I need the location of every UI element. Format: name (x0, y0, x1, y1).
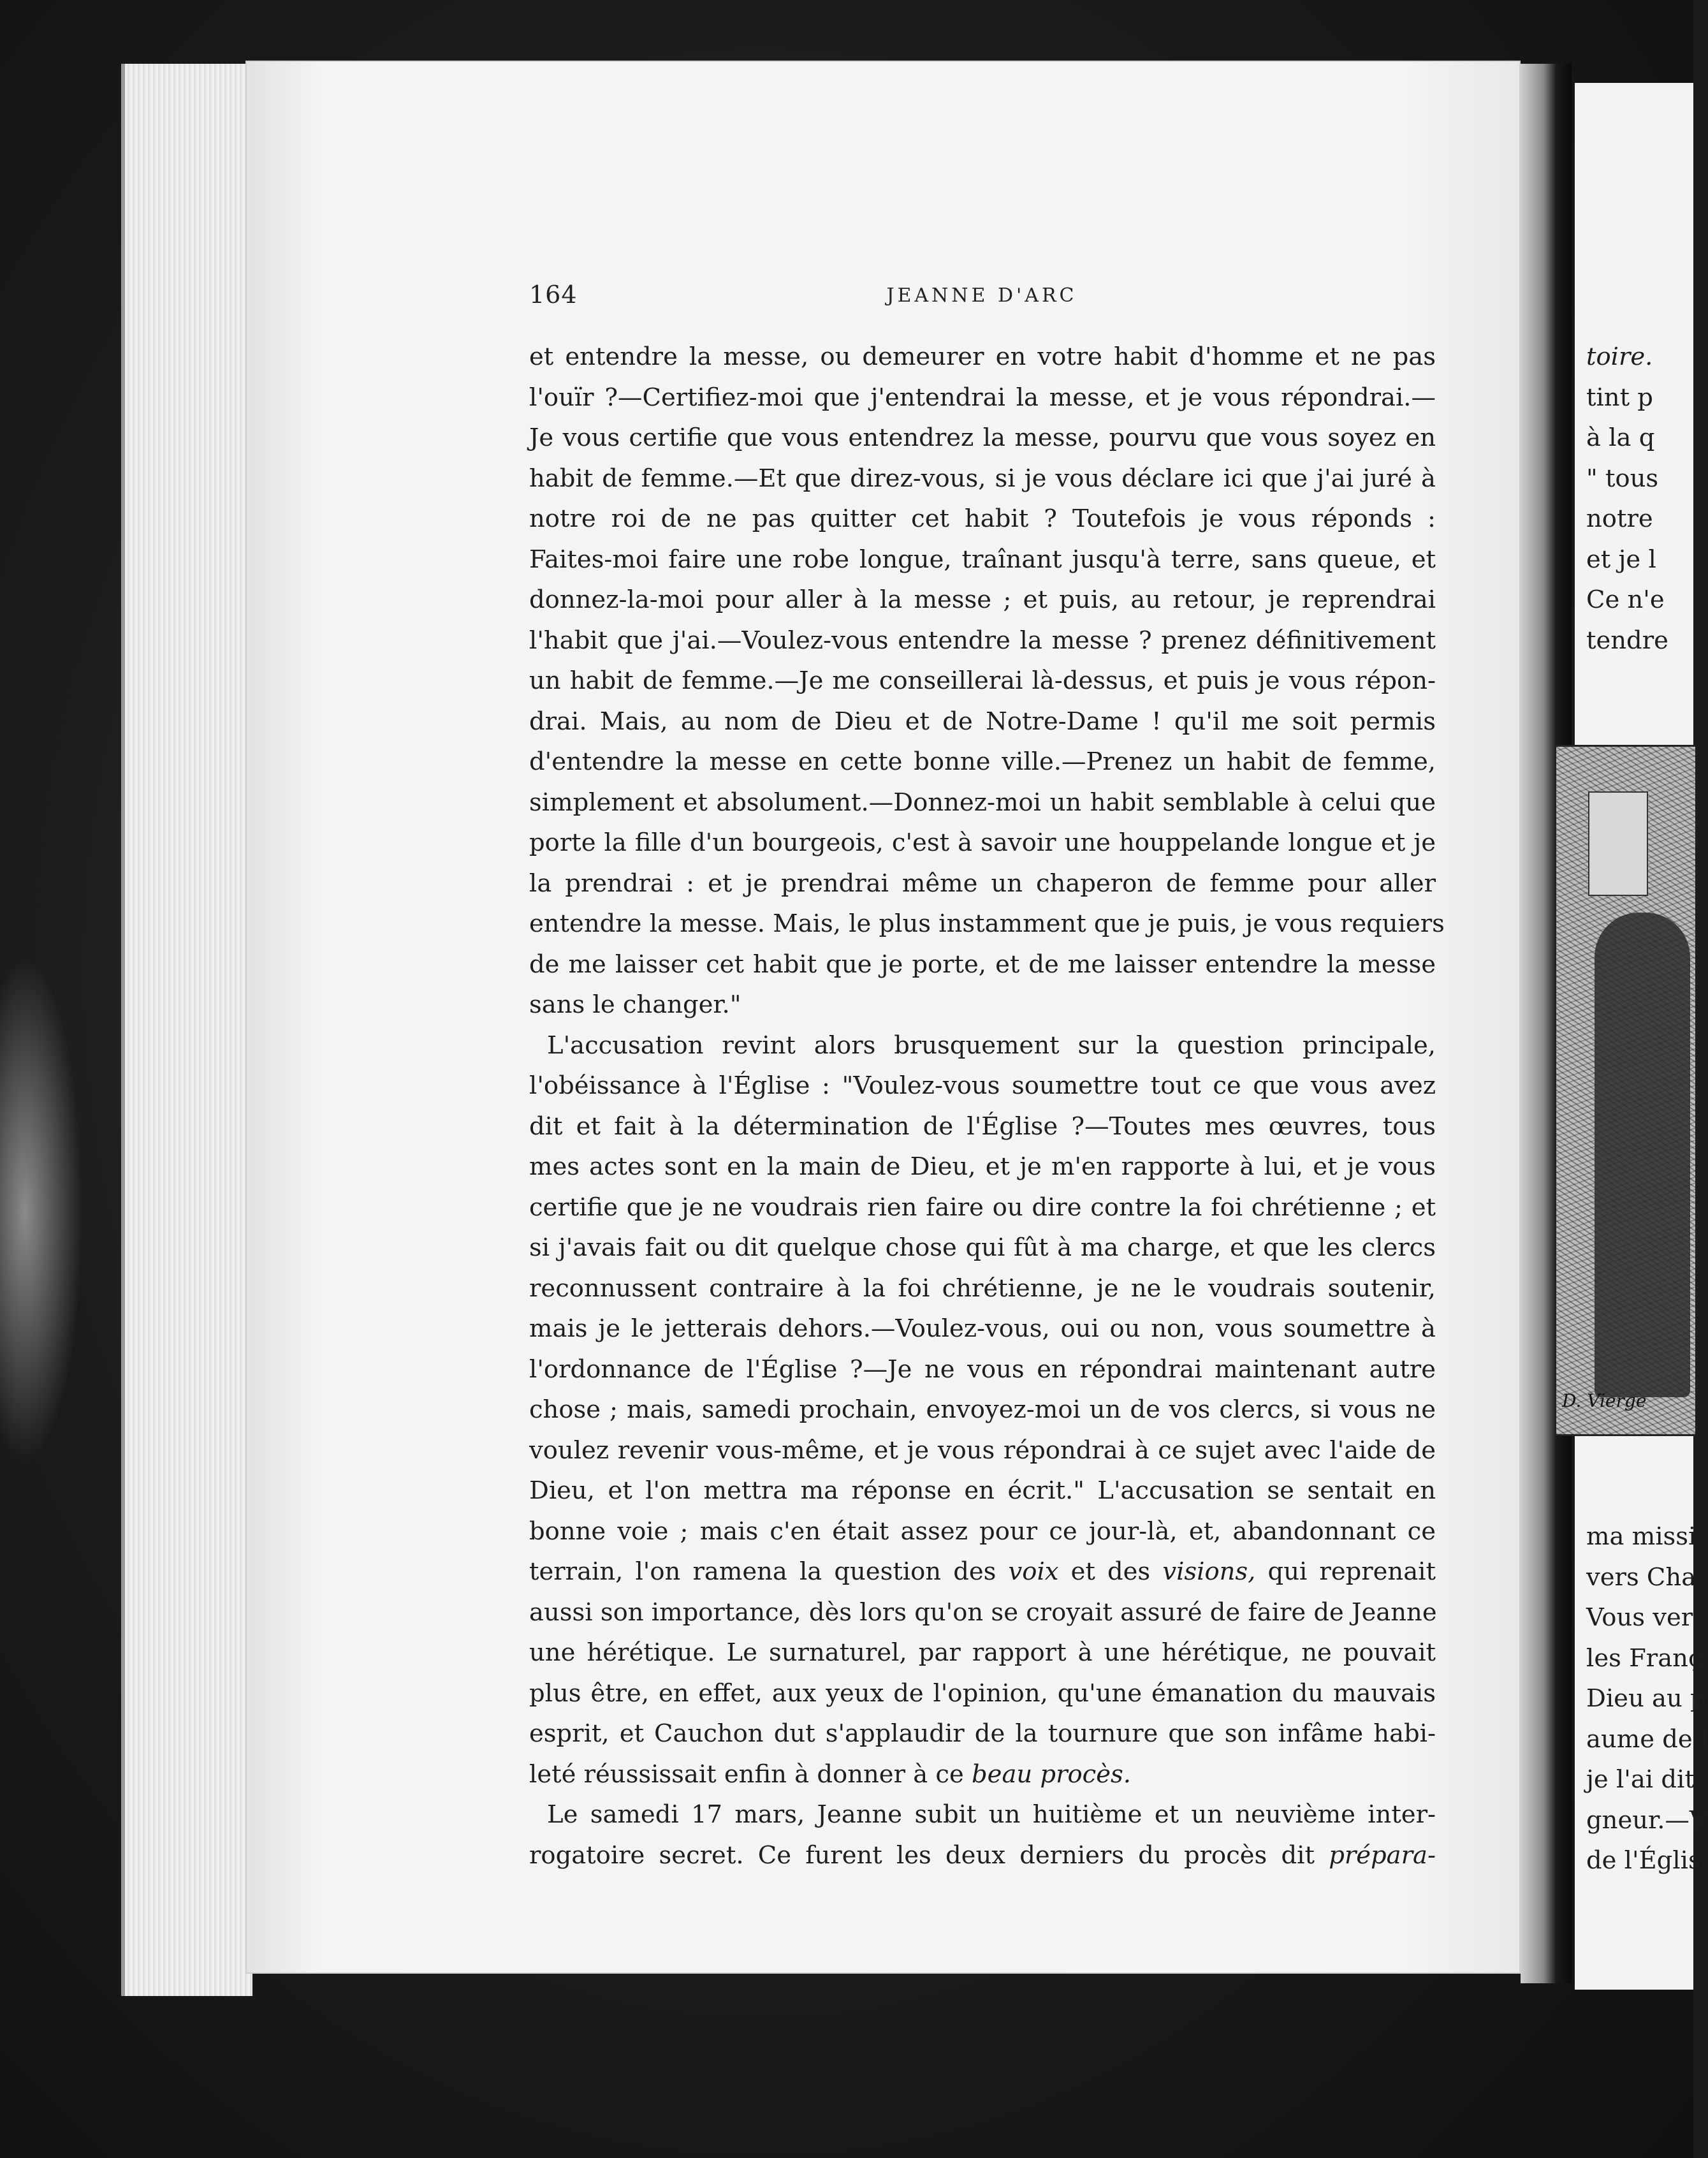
text-line: reconnussent contraire à la foi chrétienne, je ne le voudrais soutenir, (529, 1274, 1436, 1303)
text-line: si j'avais fait ou dit quelque chose qui fût à ma charge, et que les clercs (529, 1233, 1436, 1262)
text-line: esprit, et Cauchon dut s'applaudir de la tournure que son infâme habi- (529, 1719, 1436, 1748)
text-line: sans le changer." (529, 990, 741, 1019)
engraver-signature: D. Vierge (1562, 1390, 1647, 1411)
paragraph-start: Le samedi 17 mars, Jeanne subit un huitième et un neuvième inter- (547, 1800, 1436, 1829)
text-line: la prendrai : et je prendrai même un chaperon de femme pour aller (529, 869, 1436, 898)
text-line: donnez-la-moi pour aller à la messe ; et puis, au retour, je reprendrai (529, 585, 1436, 614)
text-line: plus être, en effet, aux yeux de l'opinion, qu'une émanation du mauvais (529, 1678, 1436, 1708)
text-line: l'habit que j'ai.—Voulez-vous entendre la messe ? prenez définitivement (529, 626, 1436, 655)
text-line: les Franç (1586, 1643, 1702, 1673)
page-number: 164 (529, 281, 578, 309)
text-line: aume de l (1586, 1724, 1708, 1754)
text-line: porte la fille d'un bourgeois, c'est à savoir une houppelande longue et je (529, 828, 1436, 857)
text-line: entendre la messe. Mais, le plus instamment que je puis, je vous requiers (529, 909, 1445, 938)
text-line-mixed (529, 1835, 1436, 1876)
text-line: Dieu, et l'on mettra ma réponse en écrit." L'accusation se sentait en (529, 1476, 1436, 1505)
text-line: Ce n'e (1586, 585, 1665, 614)
text-line: mes actes sont en la main de Dieu, et je m'en rapporte à lui, et je vous (529, 1152, 1436, 1181)
text-line: tint p (1586, 383, 1653, 412)
text-fragment: terrain, l'on ramena la question des (529, 1557, 996, 1586)
text-line: je l'ai dit (1586, 1765, 1695, 1794)
text-line: une hérétique. Le surnaturel, par rapport à une hérétique, ne pouvait (529, 1638, 1436, 1667)
text-line: notre roi de ne pas quitter cet habit ? Toutefois je vous réponds : (529, 504, 1436, 533)
text-line-mixed (529, 1552, 1436, 1592)
text-line: l'ordonnance de l'Église ?—Je ne vous en répondrai maintenant autre (529, 1354, 1436, 1384)
engraving-tower (1588, 791, 1648, 896)
running-title: JEANNE D'ARC (886, 284, 1077, 307)
italic-word: visions, (1162, 1557, 1256, 1586)
italic-word: prépara- (1329, 1840, 1436, 1870)
text-line: d'entendre la messe en cette bonne ville.—Prenez un habit de femme, (529, 747, 1436, 776)
text-line: habit de femme.—Et que direz-vous, si je vous déclare ici que j'ai juré à (529, 464, 1436, 493)
text-line: drai. Mais, au nom de Dieu et de Notre-Dame ! qu'il me soit permis (529, 707, 1436, 736)
text-line: de me laisser cet habit que je porte, et de me laisser entendre la messe (529, 950, 1436, 979)
text-line-mixed (529, 1754, 1436, 1795)
text-line: " tous (1586, 464, 1659, 493)
text-line: et je l (1586, 545, 1656, 574)
text-line: vers Cha (1586, 1562, 1697, 1592)
scan-stain (0, 957, 83, 1467)
italic-word: voix (1008, 1557, 1059, 1586)
text-line: gneur.—V (1586, 1805, 1707, 1835)
engraving-figure (1595, 913, 1690, 1397)
text-fragment: rogatoire secret. Ce furent les deux derniers du procès dit (529, 1840, 1315, 1870)
text-line: chose ; mais, samedi prochain, envoyez-moi un de vos clercs, si vous ne (529, 1395, 1436, 1424)
text-fragment: et des (1070, 1557, 1151, 1586)
text-line: à la q (1586, 423, 1655, 452)
text-fragment: leté réussissait enfin à donner à ce (529, 1759, 964, 1789)
text-line: Vous ver (1586, 1603, 1693, 1632)
text-line: notre (1586, 504, 1653, 533)
text-line: Dieu au p (1586, 1684, 1706, 1713)
italic-word: beau procès. (972, 1759, 1132, 1789)
text-line: et entendre la messe, ou demeurer en votre habit d'homme et ne pas (529, 342, 1436, 371)
text-line: Faites-moi faire une robe longue, traînant jusqu'à terre, sans queue, et (529, 545, 1436, 574)
text-fragment: qui reprenait (1267, 1557, 1436, 1586)
right-page-top-text (1586, 337, 1693, 661)
right-page-bottom-text (1586, 1516, 1708, 1881)
text-line: l'ouïr ?—Certifiez-moi que j'entendrai la messe, et je vous répondrai.— (529, 383, 1436, 412)
text-line: Je vous certifie que vous entendrez la messe, pourvu que vous soyez en (529, 423, 1436, 452)
text-line: ma missi (1586, 1522, 1697, 1551)
text-line: dit et fait à la détermination de l'Église ?—Toutes mes œuvres, tous (529, 1112, 1436, 1141)
text-line: aussi son importance, dès lors qu'on se croyait assuré de faire de Jeanne (529, 1597, 1437, 1627)
text-line: mais je le jetterais dehors.—Voulez-vous, oui ou non, vous soumettre à (529, 1314, 1436, 1343)
text-line: tendre (1586, 626, 1668, 655)
text-line: toire. (1586, 342, 1653, 371)
text-line: simplement et absolument.—Donnez-moi un habit semblable à celui que (529, 788, 1436, 817)
text-line: bonne voie ; mais c'en était assez pour ce jour-là, et, abandonnant ce (529, 1516, 1436, 1546)
text-line: l'obéissance à l'Église : "Voulez-vous soumettre tout ce que vous avez (529, 1071, 1436, 1100)
text-line: certifie que je ne voudrais rien faire ou dire contre la foi chrétienne ; et (529, 1193, 1436, 1222)
engraving-illustration (1554, 745, 1695, 1436)
page-edge-stack (121, 64, 252, 1996)
running-head (529, 281, 1434, 319)
body-text (529, 337, 1445, 1875)
paragraph-start: L'accusation revint alors brusquement sur la question principale, (547, 1031, 1436, 1060)
text-line: voulez revenir vous-même, et je vous répondrai à ce sujet avec l'aide de (529, 1435, 1436, 1465)
text-line: un habit de femme.—Je me conseillerai là-dessus, et puis je vous répon- (529, 666, 1436, 695)
text-line: de l'Églis (1586, 1846, 1701, 1875)
